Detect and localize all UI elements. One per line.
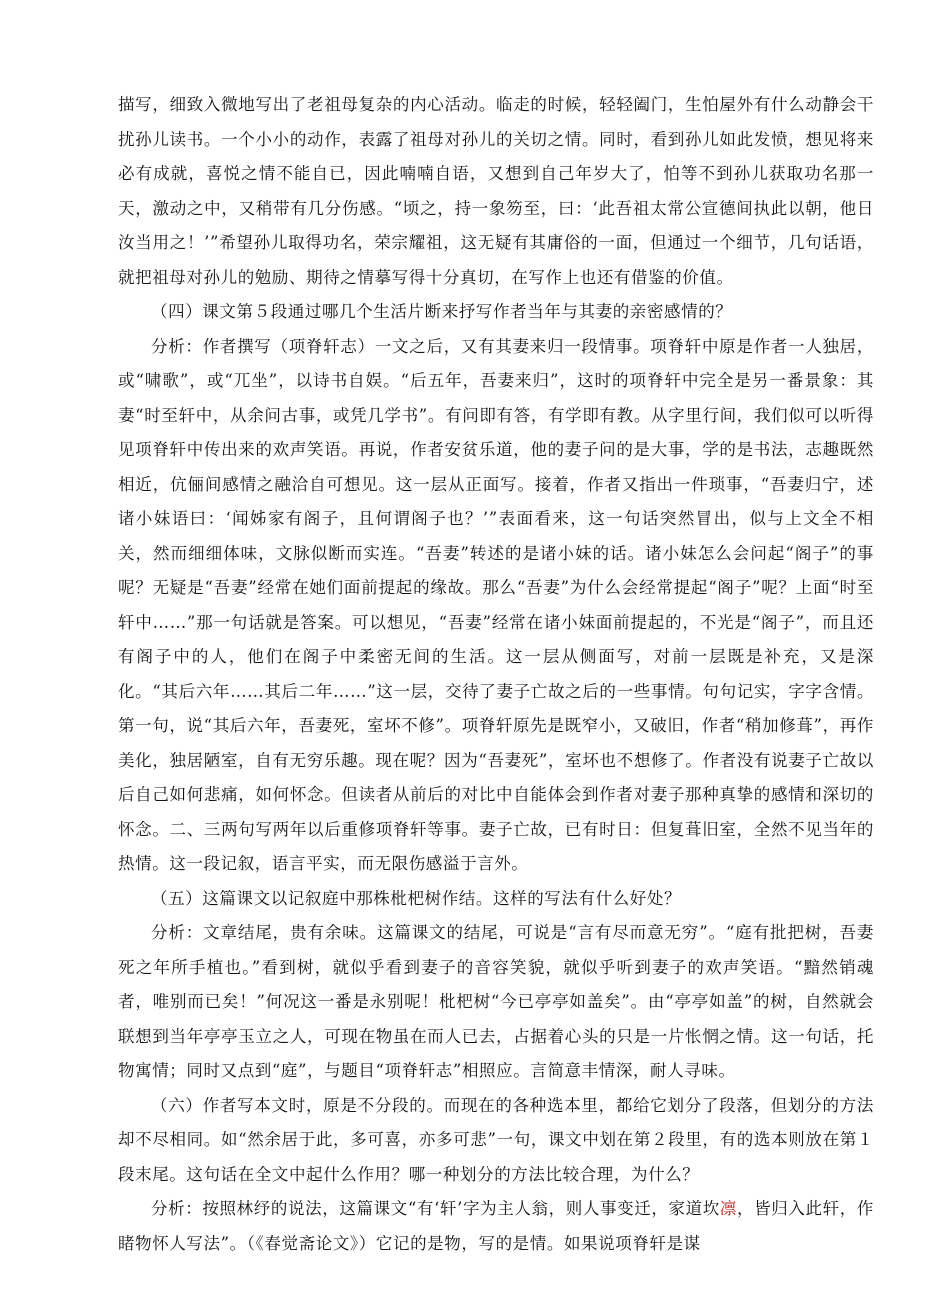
analysis-5: 分析：文章结尾，贵有余味。这篇课文的结尾，可说是“言有尽而意无穷”。“庭有批把树，吾妻死之年所手植也。”看到树，就似乎看到妻子的音容笑貌，就似乎听到妻子的欢声笑语。“黯然销魂者，唯别而已矣！”何况这一番是永别呢！枇杷树“今已亭亭如盖矣”。由“亭亭如盖”的树，自然就会联想到当年亭亭玉立之人，可现在物虽在而人已去，占据着心头的只是一片怅惘之情。这一句话，托物寓情；同时又点到“庭”，与题目“项脊轩志”相照应。言简意丰情深，耐人寻味。	[118, 923, 874, 1080]
question-5: （五）这篇课文以记叙庭中那株枇杷树作结。这样的写法有什么好处？	[151, 888, 682, 908]
highlighted-character: 凛	[719, 1199, 737, 1218]
question-6: （六）作者写本文时，原是不分段的。而现在的各种选本里，都给它划分了段落，但划分的方法却不尽相同。如“然余居于此，多可喜，亦多可悲”一句，课文中划在第２段里，有的选本则放在第１段末尾。这句话在全文中起什么作用？哪一种划分的方法比较合理，为什么？	[118, 1095, 874, 1184]
paragraph-continuation: 描写，细致入微地写出了老祖母复杂的内心活动。临走的时候，轻轻阖门，生怕屋外有什么动静会干扰孙儿读书。一个小小的动作，表露了祖母对孙儿的关切之情。同时，看到孙儿如此发愤，想见将来必有成就，喜悦之情不能自已，因此喃喃自语，又想到自己年岁大了，怕等不到孙儿获取功名那一天，激动之中，又稍带有几分伤感。“顷之，持一象笏至，曰：‘此吾祖太常公宣德间执此以朝，他日汝当用之！’”希望孙儿取得功名，荣宗耀祖，这无疑有其庸俗的一面，但通过一个细节，几句话语，就把祖母对孙儿的勉励、期待之情摹写得十分真切，在写作上也还有借鉴的价值。	[118, 95, 874, 287]
analysis-6-text-end: ，皆归入此轩，作睹物怀人写法”。（《春觉斋论文》）它记的是物，写的是情。如果说项脊轩是谋	[118, 1199, 874, 1253]
analysis-6	[118, 1192, 874, 1261]
analysis-6-text-start: 分析：按照林纾的说法，这篇课文“有‘轩’字为主人翁，则人事变迁，家道坎	[151, 1199, 720, 1218]
analysis-4: 分析：作者撰写（项脊轩志）一文之后，又有其妻来归一段情事。项脊轩中原是作者一人独居，或“啸歌”，或“兀坐”，以诗书自娱。“后五年，吾妻来归”，这时的项脊轩中完全是另一番景象：其妻“时至轩中，从余问古事，或凭几学书”。有问即有答，有学即有教。从字里行间，我们似可以听得见项脊轩中传出来的欢声笑语。再说，作者安贫乐道，他的妻子问的是大事，学的是书法，志趣既然相近，伉俪间感情之融洽自可想见。这一层从正面写。接着，作者又指出一件琐事，“吾妻归宁，述诸小妹语曰：‘闻姊家有阁子，且何谓阁子也？’”表面看来，这一句话突然冒出，似与上文全不相关，然而细细体味，文脉似断而实连。“吾妻”转述的是诸小妹的话。诸小妹怎么会问起“阁子”的事呢？无疑是“吾妻”经常在她们面前提起的缘故。那么“吾妻”为什么会经常提起“阁子”呢？上面“时至轩中……”那一句话就是答案。可以想见，“吾妻”经常在诸小妹面前提起的，不光是“阁子”，而且还有阁子中的人，他们在阁子中柔密无间的生活。这一层从侧面写，对前一层既是补充，又是深化。“其后六年……其后二年……”这一层，交待了妻子亡故之后的一些事情。句句记实，字字含情。第一句，说“其后六年，吾妻死，室坏不修”。项脊轩原先是既窄小，又破旧，作者“稍加修葺”，再作美化，独居陋室，自有无穷乐趣。现在呢？因为“吾妻死”，室坏也不想修了。作者没有说妻子亡故以后自己如何悲痛，如何怀念。但读者从前后的对比中自能体会到作者对妻子那种真挚的感情和深切的怀念。二、三两句写两年以后重修项脊轩等事。妻子亡故，已有时日：但复葺旧室，全然不见当年的热情。这一段记叙，语言平实，而无限伤感溢于言外。	[118, 336, 874, 873]
document-page	[118, 88, 874, 1261]
question-4: （四）课文第５段通过哪几个生活片断来抒写作者当年与其妻的亲密感情的？	[151, 302, 733, 321]
